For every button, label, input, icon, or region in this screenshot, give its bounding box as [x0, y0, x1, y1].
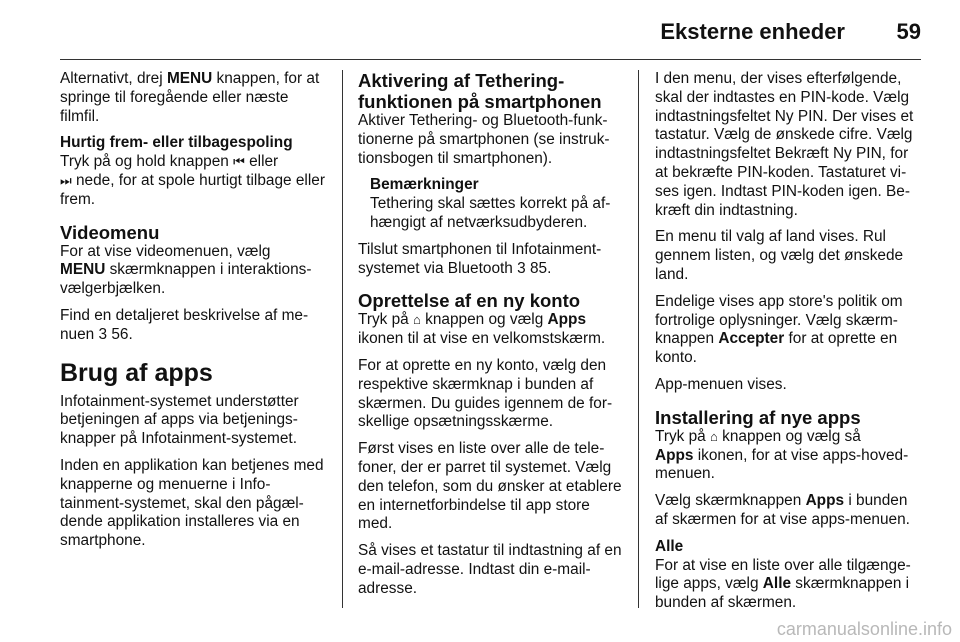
column-divider-1 — [342, 70, 343, 608]
page-reference: 3 56. — [98, 325, 133, 343]
menu-label: MENU — [60, 261, 106, 279]
watermark: carmanualsonline.info — [776, 619, 952, 639]
note-title: Bemærkninger — [370, 176, 479, 194]
heading-brug-af-apps: Brug af apps — [60, 358, 213, 387]
page-header — [60, 15, 921, 57]
accept-label: Accepter — [718, 330, 785, 348]
apps-label: Apps — [547, 311, 587, 329]
page-reference: 3 85. — [517, 259, 552, 277]
home-icon: ⌂ — [710, 428, 718, 444]
column-divider-2 — [638, 70, 639, 608]
note-box — [370, 176, 622, 232]
paragraph: Inden en applikation kan betjenes med knapperne og menuerne i Infotainment-systemet, skal den pågældende applikation installeres via en smartphone. — [60, 456, 324, 550]
skip-back-icon: ⏮ — [233, 154, 245, 170]
home-icon: ⌂ — [413, 312, 421, 328]
column-2 — [358, 70, 622, 607]
heading-install-apps: Installering af nye apps — [655, 406, 861, 428]
paragraph: For at vise videomenuen, vælg MENU skærmknappen i interaktionsvælgerbjælken. — [60, 242, 312, 298]
paragraph: Alternativt, drej MENU knappen, for at springe til foregående eller næste filmfil. — [60, 70, 320, 125]
paragraph: Vælg skærmknappen Apps i bunden af skærmen for at vise apps-menuen. — [655, 492, 910, 528]
paragraph: Tryk på ⌂ knappen og vælg så Apps ikonen, for at vise apps-hovedmenuen. — [655, 427, 909, 483]
paragraph: Tryk på ⌂ knappen og vælg Apps ikonen til at vise en velkomstskærm. — [358, 311, 606, 348]
paragraph: Aktiver Tethering- og Bluetooth-funktionerne på smartphonen (se instruktionsbogen til smartphonen). — [358, 112, 610, 167]
paragraph: For at vise en liste over alle tilgængelige apps, vælg Alle skærmknappen i bunden af skærmen. — [655, 556, 911, 612]
subheading-alle: Alle — [655, 537, 684, 555]
column-3 — [655, 70, 923, 621]
paragraph: Find en detaljeret beskrivelse af menuen 3 56. — [60, 306, 309, 343]
page-number: 59 — [896, 19, 921, 44]
paragraph: Tilslut smartphonen til Infotainment-systemet via Bluetooth 3 85. — [358, 240, 602, 277]
column-1 — [60, 70, 328, 559]
paragraph: App-menuen vises. — [655, 375, 787, 393]
apps-label: Apps — [655, 446, 694, 464]
skip-forward-icon: ⏭ — [60, 172, 72, 188]
paragraph: Endelige vises app store's politik om fortrolige oplysninger. Vælg skærmknappen Accepter for at oprette en konto. — [655, 292, 903, 367]
alle-label: Alle — [762, 575, 792, 593]
apps-label: Apps — [805, 492, 845, 510]
paragraph: En menu til valg af land vises. Rul gennem listen, og vælg det ønskede land. — [655, 228, 904, 283]
paragraph: Først vises en liste over alle de telefoner, der er parret til systemet. Vælg den telefon, som du ønsker at etablere en internetforbindelse til app store med. — [358, 440, 622, 533]
header-divider — [60, 59, 921, 60]
heading-videomenu: Videomenu — [60, 221, 160, 243]
heading-new-account: Oprettelse af en ny konto — [358, 290, 581, 312]
menu-label: MENU — [166, 70, 213, 87]
subheading-fast-forward: Hurtig frem- eller tilbagespoling — [60, 134, 293, 152]
note-text: Tethering skal sættes korrekt på afhængigt af netværksudbyderen. — [370, 195, 611, 231]
heading-tethering: Aktivering af Tethering-funktionen på smartphonen — [358, 70, 602, 112]
paragraph: Så vises et tastatur til indtastning af en e-mail-adresse. Indtast din e-mail-adresse. — [358, 542, 622, 597]
paragraph: I den menu, der vises efterfølgende, skal der indtastes en PIN-kode. Vælg indtastningsfeltet Ny PIN. Der vises et tastatur. Vælg de ønskede cifre. Vælg indtastningsfeltet Bekræft Ny PIN, for at bekræfte PIN-koden. Tastaturet vises igen. Indtast PIN-koden igen. Bekræft din indtastning. — [655, 70, 914, 219]
chapter-title: Eksterne enheder — [660, 19, 845, 44]
paragraph: Tryk på og hold knappen ⏮ eller ⏭ nede, for at spole hurtigt tilbage eller frem. — [60, 153, 325, 208]
paragraph: For at oprette en ny konto, vælg den respektive skærmknap i bunden af skærmen. Du guides igennem de forskellige opsætningsskærme. — [358, 356, 613, 431]
paragraph: Infotainment-systemet understøtter betjeningen af apps via betjeningsknapper på Infotainment-systemet. — [60, 392, 299, 448]
